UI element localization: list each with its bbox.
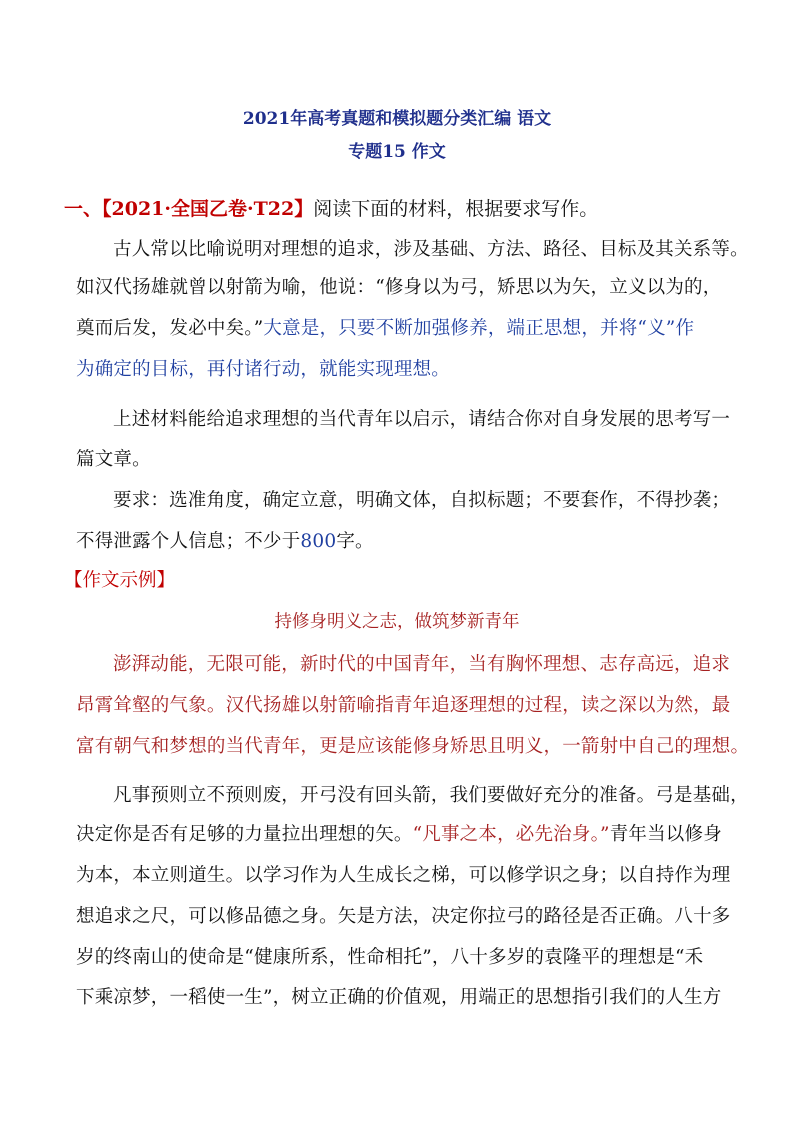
example-label: 【作文示例】: [64, 570, 176, 591]
question-number: 一、: [64, 198, 103, 220]
question-instruction: 阅读下面的材料，根据要求写作。: [313, 198, 599, 220]
material-line: 为确定的目标，再付诸行动，就能实现理想。: [76, 359, 451, 380]
question-source: 【2021·全国乙卷·T22】: [102, 198, 314, 220]
material-line: 古人常以比喻说明对理想的追求，涉及基础、方法、路径、目标及其关系等。: [113, 239, 749, 260]
essay-text: 青年当以修身: [609, 824, 722, 845]
essay-text: 决定你是否有足够的力量拉出理想的矢。: [76, 824, 413, 845]
essay-line: 澎湃动能，无限可能，新时代的中国青年，当有胸怀理想、志存高远，追求: [113, 654, 731, 675]
requirements-text: 字。: [336, 531, 374, 552]
requirements-line: [76, 529, 726, 555]
document-title: 2021年高考真题和模拟题分类汇编 语文: [242, 109, 552, 129]
question-heading: [64, 196, 598, 222]
essay-line: 凡事预则立不预则废，开弓没有回头箭，我们要做好充分的准备。弓是基础，: [113, 785, 749, 806]
essay-line: 富有朝气和梦想的当代青年，更是应该能修身矫思且明义，一箭射中自己的理想。: [76, 736, 750, 757]
essay-line: 昂霄耸壑的气象。汉代扬雄以射箭喻指青年追逐理想的过程，读之深以为然，最: [76, 695, 731, 716]
prompt-line: 篇文章。: [76, 449, 151, 470]
material-explanation: 大意是，只要不断加强修养，端正思想，并将“义”作: [263, 318, 695, 339]
material-quote-end: 奠而后发，发必中矣。”: [76, 318, 264, 339]
essay-line: [76, 822, 726, 848]
essay-line: 为本，本立则道生。以学习作为人生成长之梯，可以修学识之身；以自持作为理: [76, 865, 731, 886]
essay-line: 下乘凉梦，一稻使一生”，树立正确的价值观，用端正的思想指引我们的人生方: [76, 987, 722, 1008]
document-subtitle: 专题15 作文: [348, 142, 446, 162]
material-line: [76, 316, 726, 342]
requirements-line: 要求：选准角度，确定立意，明确文体，自拟标题；不要套作，不得抄袭；: [113, 490, 731, 511]
prompt-line: 上述材料能给追求理想的当代青年以启示，请结合你对自身发展的思考写一: [113, 409, 731, 430]
material-line: 如汉代扬雄就曾以射箭为喻，他说：“修身以为弓，矫思以为矢，立义以为的，: [76, 277, 722, 298]
word-count: 800: [300, 531, 337, 552]
essay-quote: “凡事之本，必先治身。”: [412, 824, 610, 845]
essay-line: 岁的终南山的使命是“健康所系，性命相托”，八十多岁的袁隆平的理想是“禾: [76, 947, 704, 968]
requirements-text: 不得泄露个人信息；不少于: [76, 531, 301, 552]
essay-title: 持修身明义之志，做筑梦新青年: [274, 612, 520, 632]
essay-line: 想追求之尺，可以修品德之身。矢是方法，决定你拉弓的路径是否正确。八十多: [76, 906, 731, 927]
